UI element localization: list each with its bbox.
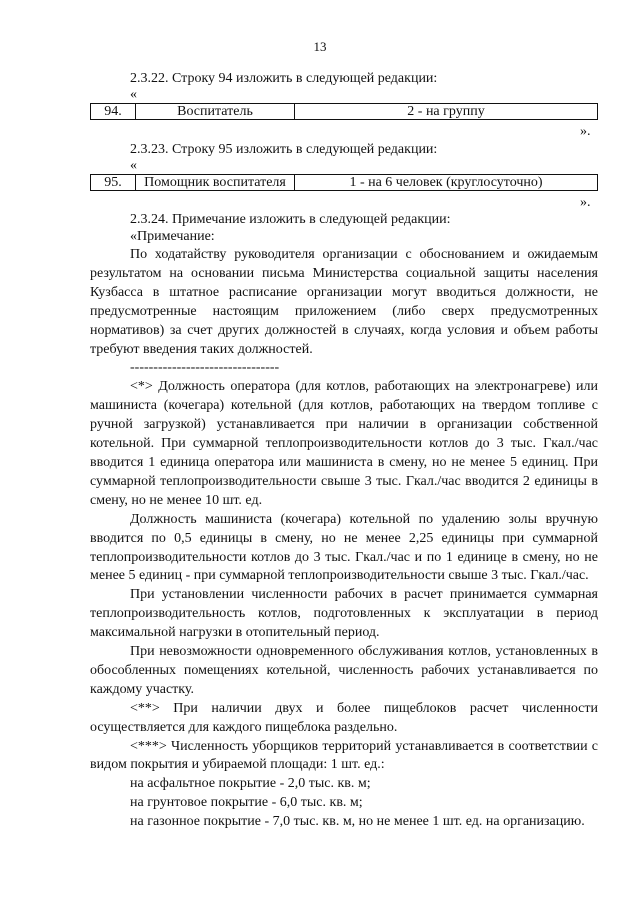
separator-line: -------------------------------- (130, 360, 280, 376)
norm-cell: 1 - на 6 человек (круглосуточно) (295, 175, 598, 191)
footnote-paragraph: Должность машиниста (кочегара) котельной по удалению золы вручную вводится по 0,5 единицы в смену, но не менее 2,25 единицы при суммарной теплопроизводительности котлов до 3 тыс. Гкал./час и по 1 единице в смену, но не менее 5 единиц - при суммарной теплопроизводительности свыше 3 тыс. Гкал./час. (90, 511, 598, 584)
note-title: «Примечание: (130, 229, 215, 244)
table-row (91, 175, 598, 191)
close-quote: ». (580, 124, 591, 139)
row-95-table (90, 174, 598, 191)
note-body (90, 246, 598, 832)
table-row (91, 104, 598, 120)
position-cell: Воспитатель (136, 104, 295, 120)
footnote-paragraph: <***> Численность уборщиков территорий устанавливается в соответствии с видом покрытия и убираемой площади: 1 шт. ед.: (90, 738, 598, 773)
section-heading-2-3-23: 2.3.23. Строку 95 изложить в следующей редакции: (130, 142, 438, 157)
list-item: на газонное покрытие - 7,0 тыс. кв. м, но не менее 1 шт. ед. на организацию. (130, 814, 585, 830)
page-number: 13 (313, 39, 327, 54)
list-item: на асфальтное покрытие - 2,0 тыс. кв. м; (130, 776, 371, 792)
close-quote: ». (580, 195, 591, 210)
section-heading-2-3-22: 2.3.22. Строку 94 изложить в следующей редакции: (130, 71, 438, 86)
open-quote: « (130, 158, 137, 173)
footnote-paragraph: При невозможности одновременного обслуживания котлов, установленных в обособленных помещениях котельной, численность рабочих устанавливается по каждому участку. (90, 644, 598, 697)
section-heading-2-3-24: 2.3.24. Примечание изложить в следующей редакции: (130, 212, 451, 227)
row-number-cell: 95. (91, 175, 136, 191)
list-item: на грунтовое покрытие - 6,0 тыс. кв. м; (130, 795, 363, 811)
open-quote: « (130, 87, 137, 102)
row-94-table (90, 103, 598, 120)
position-cell: Помощник воспитателя (136, 175, 295, 191)
footnote-paragraph: <**> При наличии двух и более пищеблоков расчет численности осуществляется для каждого пищеблока раздельно. (90, 700, 598, 735)
row-number-cell: 94. (91, 104, 136, 120)
norm-cell: 2 - на группу (295, 104, 598, 120)
footnote-paragraph: <*> Должность оператора (для котлов, работающих на электронагреве) или машиниста (кочегара) котельной (для котлов, работающих на твердом топливе с ручной загрузкой) устанавливается при наличии в организации собственной котельной. При суммарной теплопроизводительности котлов до 3 тыс. Гкал./час вводится 1 единица оператора или машиниста в смену, но не менее 5 единиц. При суммарной теплопроизводительности свыше 3 тыс. Гкал./час вводится 2 единицы в смену, но не менее 10 шт. ед. (90, 379, 598, 508)
note-paragraph: По ходатайству руководителя организации с обоснованием и ожидаемым результатом на основании письма Министерства социальной защиты населения Кузбасса в штатное расписание организации могут вводиться должности, не предусмотренные настоящим приложением (либо сверх предусмотренных нормативов) за счет других должностей в случаях, когда условия и объем работы требуют введения таких должностей. (90, 247, 598, 357)
footnote-paragraph: При установлении численности рабочих в расчет принимается суммарная теплопроизводительность котлов, подготовленных к эксплуатации в период максимальной нагрузки в отопительный период. (90, 587, 598, 641)
